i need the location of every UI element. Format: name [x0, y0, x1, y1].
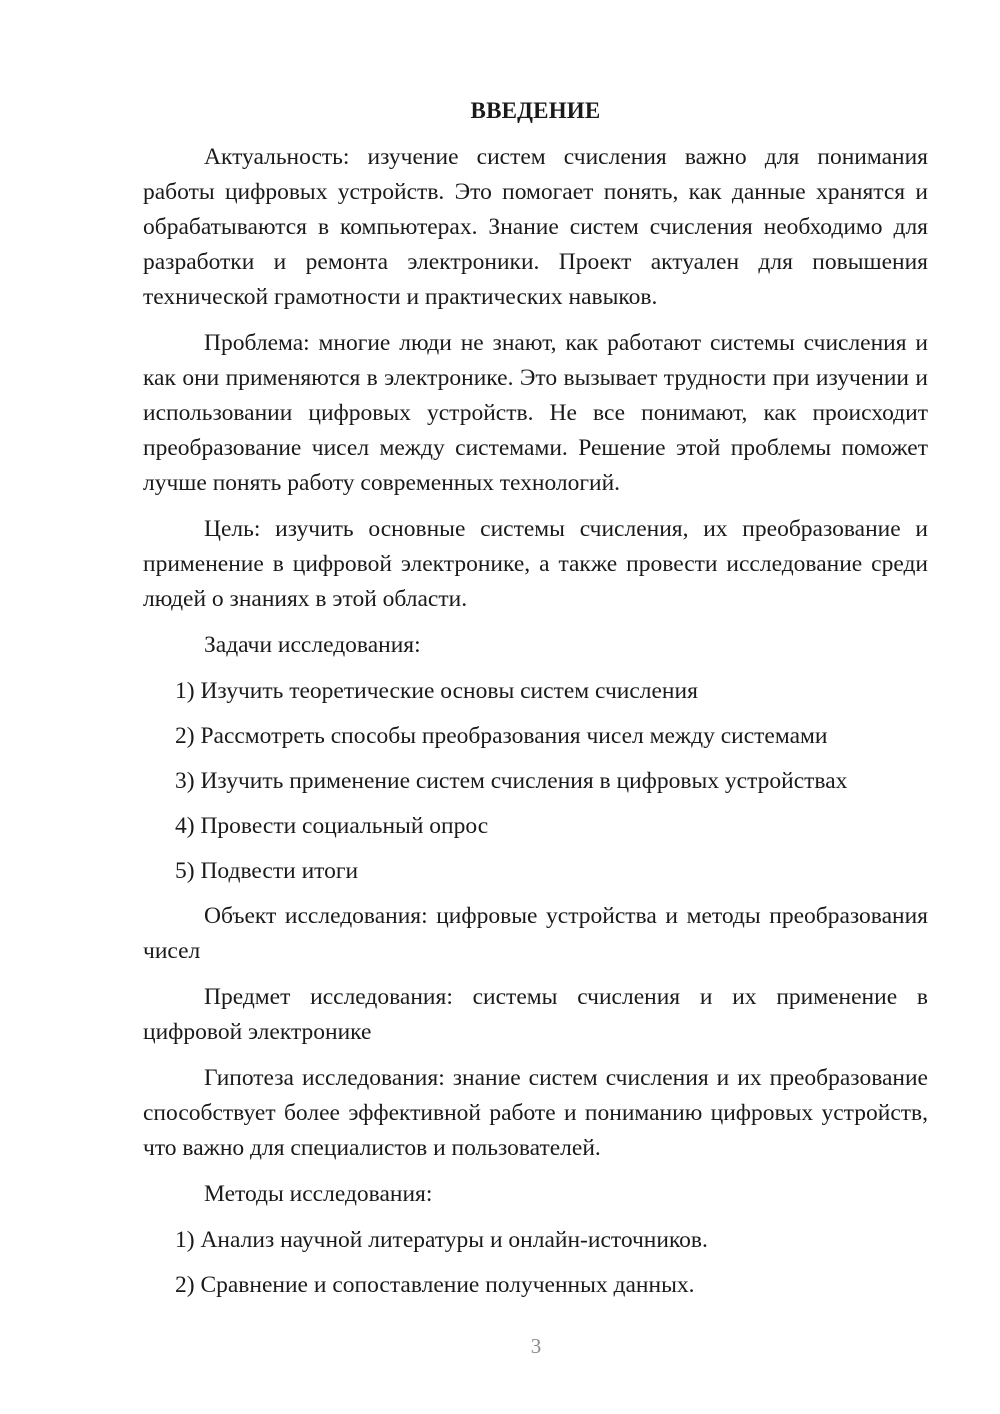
list-item: 3) Изучить применение систем счисления в цифровых устройствах: [175, 768, 848, 794]
tasks-list: [143, 674, 928, 889]
list-item: 5) Подвести итоги: [175, 858, 359, 884]
methods-list: [143, 1223, 928, 1303]
section-heading: ВВЕДЕНИЕ: [470, 98, 601, 123]
list-item: 1) Анализ научной литературы и онлайн-источников.: [175, 1227, 708, 1253]
problem-paragraph: Проблема: многие люди не знают, как работают системы счисления и как они применяются в электронике. Это вызывает трудности при изучении и использовании цифровых устройств. Не все понимают, как происходит преобразование чисел между системами. Решение этой проблемы поможет лучше понять работу современных технологий.: [143, 330, 928, 496]
tasks-label: Задачи исследования:: [204, 632, 421, 658]
page-content: [143, 93, 928, 1313]
goal-paragraph: Цель: изучить основные системы счисления, их преобразование и применение в цифровой электронике, а также провести исследование среди людей о знаниях в этой области.: [143, 516, 928, 612]
list-item: 2) Рассмотреть способы преобразования чисел между системами: [175, 723, 828, 749]
list-item: 4) Провести социальный опрос: [175, 813, 489, 839]
page-number: 3: [530, 1334, 542, 1358]
list-item: 1) Изучить теоретические основы систем счисления: [175, 678, 698, 704]
relevance-paragraph: Актуальность: изучение систем счисления важно для понимания работы цифровых устройств. Это помогает понять, как данные хранятся и обрабатываются в компьютерах. Знание систем счисления необходимо для разработки и ремонта электроники. Проект актуален для повышения технической грамотности и практических навыков.: [143, 144, 928, 310]
methods-label: Методы исследования:: [204, 1181, 433, 1207]
subject-paragraph: Предмет исследования: системы счисления и их применение в цифровой электронике: [143, 984, 928, 1045]
object-paragraph: Объект исследования: цифровые устройства и методы преобразования чисел: [143, 903, 928, 964]
hypothesis-paragraph: Гипотеза исследования: знание систем счисления и их преобразование способствует более эффективной работе и пониманию цифровых устройств, что важно для специалистов и пользователей.: [143, 1065, 928, 1161]
list-item: 2) Сравнение и сопоставление полученных данных.: [175, 1272, 695, 1298]
